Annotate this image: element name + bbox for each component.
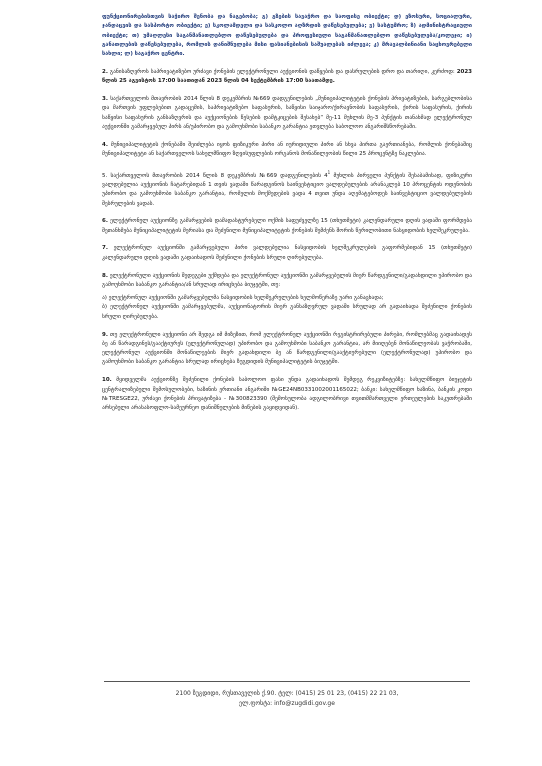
paragraph-text: მუნიციპალიტეტის ქონებაში შეიძლება იყოს ფიზიკური პირი ან იურიდიული პირი ან სხვა პირთა გაერთიანება, რომლის ქონებაშიც მუნიციპალიტეტი ან საქართველოს სახელმწიფო ზღვისუფლების ორგანოს მონაწილეობის წილი 25 პროცენტზე ნაკლებია. bbox=[102, 141, 472, 158]
paragraph-number: 8. bbox=[102, 272, 108, 279]
paragraph-number: 5. bbox=[102, 172, 108, 179]
paragraph-text: საქართველოს მთავრობის 2014 წლის 8 დეკემბრის №669 დადგენილების 4 bbox=[110, 172, 328, 179]
paragraph-9 bbox=[102, 331, 472, 368]
paragraph-6 bbox=[102, 217, 472, 236]
paragraph-number: 4. bbox=[102, 141, 108, 148]
footer bbox=[104, 689, 470, 709]
paragraph-8-item-b: ბ) ელექტრონულ აუქციონში გამარჯვებულმა, აუქციონატორის მიერ განსაზღვრულ ვადაში სრულად არ გადაიხადა შეძენილი ქონების სრული ღირებულება. bbox=[102, 304, 472, 320]
paragraph-text: ელექტრონულ აუქციონზე გამარჯვების დამადასტურებელი ოქმის საფუძველზე 15 (თხუთმეტი) კალენდარული დღის ვადაში ფორმდება შეთანხმება მუნიციპალიტეტის მერიასა და შეძენილი მუნიციპალიტეტის ქონების შემძენს შორის წერილობითი ნასყიდობის ხელშეკრულება. bbox=[102, 218, 472, 234]
paragraph-1-continued: ფუნქციონირებისთვის საჭირო შენობა და ნაგებობა; გ) გზების სავაჭრო და საოფისე ობიექტი; დ) ეზოსური, სოციალური, ჯანდაცვის და სასპორტო ობიექტი; ე) სკოლამდელი და სასკოლო აღზრდის დაწესებულება; ვ) სასტუმრო; ზ) ადმინისტრაციული ობიექტი; თ) უმაღლესი საგანმანათლებლო დაწესებულება და პროფესიული საგანმანათლებლო დაწესებულება/კოლეჯი; ი) განათლების დაწესებულება, რომლის დანიშნულება მისი ფასიანებისის საშუალებას იძლევა; კ) მრავალბინიანი საცხოვრებელი სახლი; ლ) საგაჭრო ცენტრი. bbox=[102, 14, 472, 58]
paragraph-2 bbox=[102, 68, 472, 87]
paragraph-text: თუ ელექტრონული აუქციონი არ შედგა იმ მიზეზით, რომ ელექტრონულ აუქციონში რეგისტრირებული პირები, რომლებმაც გადაიხადეს ბე ან წარადგინეს/გააქტიურეს (ელექტრონულად) უპირობო და გამოუხმობი საბანკო გარანტია, არ მიიღებენ მონაწილეობას ვაჭრობაში, ელექტრონულ აუქციონში მონაწილეების მიერ გადახდილი ბე ან წარდგენილი/გააქტიურებული (ელექტრონულად) უპირობო და გამოუხმობი საბანკო გარანტია სრულად ირიცხება ზუგდიდის მუნიციპალიტეტის ბიუჯეტში. bbox=[102, 331, 473, 366]
paragraph-7 bbox=[102, 244, 472, 263]
paragraph-3 bbox=[102, 95, 472, 132]
paragraph-number: 7. bbox=[102, 245, 108, 252]
paragraph-text: ელექტრონულ აუქციონში გამარჯვებული პირი ვალდებულია ნასყიდობის ხელშეკრულების გაფორმებიდან 15 (თხუთმეტი) კალენდარული დღის ვადაში გადაიხადოს შეძენილი ქონების სრული ღირებულება. bbox=[102, 245, 472, 261]
paragraph-text: ელექტრონული აუქციონის შედეგები უქმდება და ელექტრონულ აუქციონში გამარჯვებულის მიერ წარდგენილი/გადახდილი უპირობო და გამოუხმობი საბანკო გარანტია/ან სრულად ირიცხება ბიუჯეტში, თუ: bbox=[102, 272, 473, 288]
paragraph-number: 10. bbox=[102, 377, 112, 384]
superscript: 1 bbox=[327, 169, 331, 175]
paragraph-number: 9. bbox=[102, 331, 108, 338]
auction-dates: 2023 წლის 25 აგვისტოს 17:00 საათიდან 2023 წლის 04 სექტემბრის 17:00 საათამდე. bbox=[102, 68, 472, 85]
paragraph-text: მყიდველმა აუქციონზე შეძენილი ქონების საბოლოო ფასი უნდა გადაიხადოს შემდეგ რეკვიზიტებზე: სახელმწიფო ბიუჯეტის ცენტრალიზებული შემოსულობები, ხაზინის ერთიანი ანგარიში №GE24NB0331002001165022; ბანკი: სახელმწიფო ხაზინა, ბანკის კოდი №TRESGE22, ურძავი ქონების პრივატიზება - №300823390 (შემოსულობა ადგილობრივი თვითმმართველი ერთეულების საკუთრებაში არსებული არასასოფლო-სამეურნეო დანიშნულების მიწების გაყიდვიდან). bbox=[102, 377, 473, 412]
paragraph-number: 2. bbox=[102, 68, 108, 75]
footer-divider bbox=[104, 681, 470, 682]
paragraph-8-item-a: ა) ელექტრონულ აუქციონში გამარჯვებულმა ნასყიდობის ხელშეკრულების ხელმოწერაზე უარი განაცხადა; bbox=[102, 295, 384, 302]
paragraph-number: 3. bbox=[102, 96, 108, 103]
paragraph-number: 6. bbox=[102, 218, 108, 225]
paragraph-4 bbox=[102, 141, 472, 160]
paragraph-10 bbox=[102, 376, 472, 413]
paragraph-8 bbox=[102, 272, 472, 291]
paragraph-text: განისაზღვროს საპრივატიზებო ურძავი ქონების ელექტრონული აუქციონის დაწყების და დასრულების დრო და თარიღი, კერძოდ: bbox=[109, 68, 457, 75]
footer-email: ელ.ფოსტა: info@zugdidi.gov.ge bbox=[239, 700, 335, 707]
paragraph-text: მუხლის პირველი პუნქტის შესაბამისად, ფიზიკური ვალდებულია აუქციონის ჩატარებიდან 1 თვის ვადაში წარადგინოს საინვესტიციო ვალდებულების არანაკლებ 10 პროცენტის ოდენობის უპირობო და გამოუხმობი საბანკო გარანტია, რომელის მოქმედების ვადა 4 თვით უნდა აღემატებოდეს საინვესტიციო ვალდებულების შესრულების ვადას. bbox=[102, 172, 472, 207]
paragraph-5 bbox=[102, 168, 472, 209]
document-body bbox=[102, 13, 472, 422]
footer-address: 2100 ზუგდიდი, რუსთაველის ქ.90. ტელ: (0415) 25 01 23, (0415) 22 21 03, bbox=[175, 690, 399, 697]
paragraph-text: საქართველოს მთავრობის 2014 წლის 8 დეკემბრის №669 დადგენილების „მუნიციპალიტეტის ქონების პრივატიზების, სარგებლობისა და მართვის უფლებებით გადაცემის, საპრივატიზებო საფასურის, საწყისი საიჯარო/ქირავნობის საფასურის, ქირის საფასურის, ქირის საწყისი საფასურის განსაზღვრის და აუქციონების წესების დამტკიცების შესახებ“ მე-11 მუხლის მე-3 პუნქტის თანახმად ელექტრონულ აუქციონში გამარჯვებულ პირს ან/უპირობო და გამოუხმობი საბანკო გარანტია ეთვლება საბოლოო ანგარიშსწორებაში. bbox=[102, 96, 472, 130]
